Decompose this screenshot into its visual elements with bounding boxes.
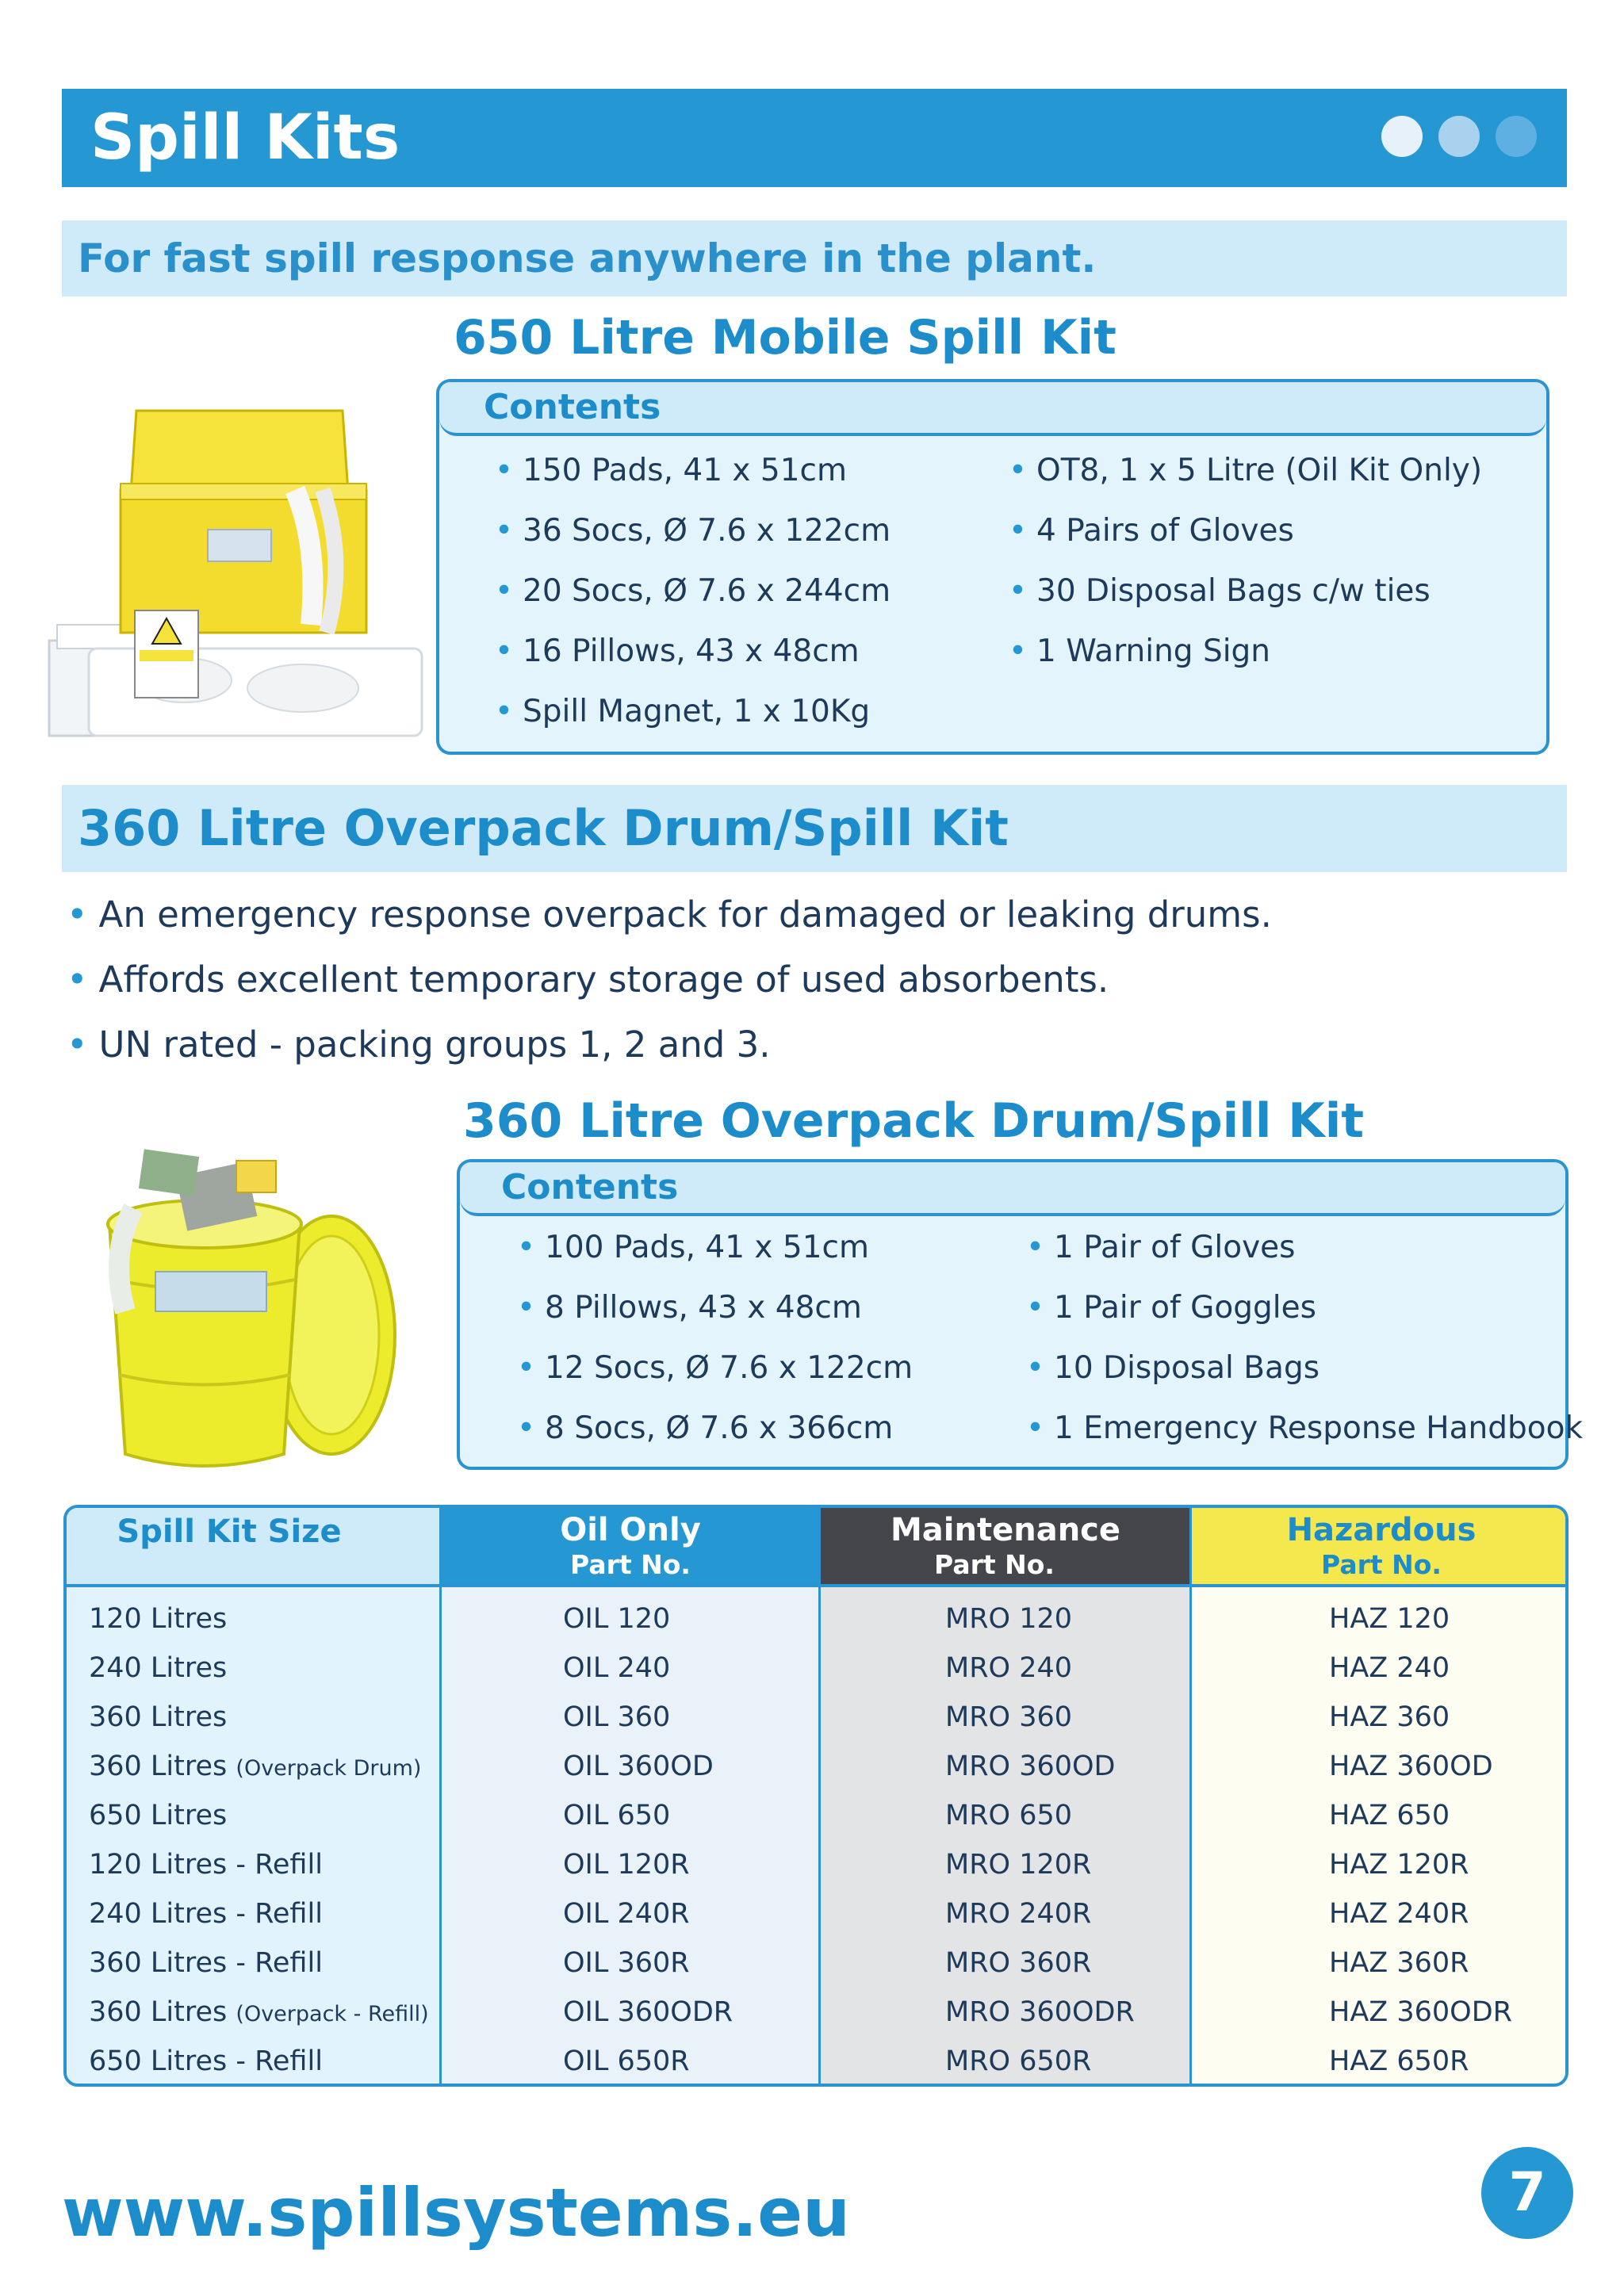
contents-label: Contents <box>484 387 661 427</box>
cell-oil <box>563 1946 690 1980</box>
th-oil: Oil Only <box>560 1512 701 1548</box>
cell-size-text: 360 Litres <box>89 1751 228 1782</box>
cell-oil-text: OIL 360ODR <box>563 1996 733 2028</box>
decor-dot-1 <box>1381 116 1423 157</box>
cell-haz-text: HAZ 240 <box>1329 1652 1450 1684</box>
cell-size-text: 120 Litres - Refill <box>89 1849 323 1881</box>
cell-mro-text: MRO 120R <box>945 1849 1092 1881</box>
kit650-item: • 1 Warning Sign <box>1009 633 1270 671</box>
cell-size <box>89 1700 227 1735</box>
contents-label: Contents <box>501 1167 679 1207</box>
cell-size-note: (Overpack Drum) <box>236 1756 422 1781</box>
cell-size <box>89 1651 227 1686</box>
cell-haz <box>1329 1700 1450 1735</box>
overpack-item: • 10 Disposal Bags <box>1026 1349 1320 1387</box>
tagline: For fast spill response anywhere in the plant. <box>78 235 1097 281</box>
cell-size-text: 650 Litres - Refill <box>89 2045 323 2077</box>
tagline-banner <box>62 220 1567 297</box>
cell-haz <box>1329 1749 1493 1784</box>
cell-size <box>89 1995 429 2032</box>
cell-size-text: 360 Litres - Refill <box>89 1947 323 1979</box>
contents-header <box>460 1162 1565 1216</box>
overpack-desc: • Affords excellent temporary storage of used absorbents. <box>67 958 1109 1002</box>
cell-oil <box>563 1896 690 1931</box>
cell-mro-text: MRO 360 <box>945 1701 1072 1733</box>
cell-oil <box>563 1700 670 1735</box>
cell-size <box>89 1749 421 1786</box>
cell-haz <box>1329 1946 1469 1980</box>
decor-dot-3 <box>1496 116 1537 157</box>
overpack-banner <box>62 785 1567 872</box>
cell-mro-text: MRO 240R <box>945 1898 1092 1930</box>
cell-oil <box>563 2044 690 2079</box>
cell-haz-text: HAZ 240R <box>1329 1898 1469 1930</box>
cell-mro <box>945 1651 1072 1686</box>
part-number-table <box>63 1505 1568 2087</box>
overpack-item: • 1 Pair of Goggles <box>1026 1289 1316 1327</box>
cell-mro <box>945 1847 1091 1882</box>
cell-oil-text: OIL 360R <box>563 1947 690 1979</box>
cell-mro <box>945 1749 1116 1784</box>
th-hazardous: Hazardous <box>1286 1512 1477 1548</box>
cell-haz <box>1329 1601 1450 1636</box>
cell-haz-text: HAZ 360ODR <box>1329 1996 1512 2028</box>
overpack-item: • 12 Socs, Ø 7.6 x 122cm <box>517 1349 913 1387</box>
cell-mro <box>945 1798 1072 1833</box>
cell-mro <box>945 1946 1091 1980</box>
overpack-item: • 1 Emergency Response Handbook <box>1026 1410 1583 1448</box>
cell-oil-text: OIL 120R <box>563 1849 690 1881</box>
page-title: Spill Kits <box>90 102 400 174</box>
cell-mro <box>945 1896 1091 1931</box>
kit650-item: • 36 Socs, Ø 7.6 x 122cm <box>495 512 891 550</box>
th-mro-part: Part No. <box>934 1549 1055 1580</box>
mobile-spill-kit-image <box>41 387 430 752</box>
th-haz-part: Part No. <box>1321 1549 1442 1580</box>
header-bar <box>62 89 1567 187</box>
overpack-drum-image <box>62 1137 416 1478</box>
cell-haz-text: HAZ 120R <box>1329 1849 1469 1881</box>
cell-mro-text: MRO 240 <box>945 1652 1072 1684</box>
overpack-desc: • UN rated - packing groups 1, 2 and 3. <box>67 1023 771 1067</box>
overpack-item: • 100 Pads, 41 x 51cm <box>517 1229 869 1267</box>
cell-mro-text: MRO 650 <box>945 1800 1072 1831</box>
overpack-banner-title: 360 Litre Overpack Drum/Spill Kit <box>78 799 1009 857</box>
cell-size <box>89 2044 323 2079</box>
cell-haz-text: HAZ 360R <box>1329 1947 1469 1979</box>
cell-mro-text: MRO 120 <box>945 1603 1072 1635</box>
overpack-contents-box <box>457 1159 1584 1470</box>
col-divider <box>1189 1508 1192 2084</box>
cell-oil-text: OIL 240R <box>563 1898 690 1930</box>
page-number: 7 <box>1481 2147 1573 2239</box>
cell-size <box>89 1601 227 1636</box>
kit650-item: • 20 Socs, Ø 7.6 x 244cm <box>495 572 891 610</box>
cell-size-text: 240 Litres <box>89 1652 228 1684</box>
cell-mro-text: MRO 360R <box>945 1947 1092 1979</box>
cell-size <box>89 1798 227 1833</box>
kit650-contents-box <box>436 379 1549 755</box>
cell-oil <box>563 1995 733 2030</box>
cell-haz-text: HAZ 360OD <box>1329 1751 1493 1782</box>
cell-mro <box>945 1995 1135 2030</box>
cell-haz-text: HAZ 120 <box>1329 1603 1450 1635</box>
cell-haz <box>1329 1995 1512 2030</box>
kit650-item: • 4 Pairs of Gloves <box>1009 512 1294 550</box>
header-divider <box>67 1584 1565 1587</box>
cell-size <box>89 1946 323 1980</box>
cell-haz-text: HAZ 360 <box>1329 1701 1450 1733</box>
decor-dot-2 <box>1438 116 1480 157</box>
kit650-item: • Spill Magnet, 1 x 10Kg <box>495 693 870 731</box>
cell-oil-text: OIL 360OD <box>563 1751 714 1782</box>
cell-oil-text: OIL 650R <box>563 2045 690 2077</box>
th-size: Spill Kit Size <box>117 1513 342 1550</box>
kit650-title: 650 Litre Mobile Spill Kit <box>454 310 1116 365</box>
cell-oil-text: OIL 360 <box>563 1701 671 1733</box>
cell-oil <box>563 1749 714 1784</box>
cell-size-text: 360 Litres <box>89 1701 228 1733</box>
cell-haz <box>1329 1896 1469 1931</box>
cell-size-text: 120 Litres <box>89 1603 228 1635</box>
cell-size-text: 650 Litres <box>89 1800 228 1831</box>
cell-mro <box>945 1700 1072 1735</box>
contents-header <box>439 382 1546 436</box>
th-oil-part: Part No. <box>570 1549 691 1580</box>
cell-oil-text: OIL 240 <box>563 1652 671 1684</box>
cell-oil <box>563 1601 670 1636</box>
kit650-item: • OT8, 1 x 5 Litre (Oil Kit Only) <box>1009 452 1482 490</box>
col-divider <box>818 1508 821 2084</box>
overpack-item: • 1 Pair of Gloves <box>1026 1229 1295 1267</box>
cell-mro-text: MRO 360OD <box>945 1751 1116 1782</box>
cell-oil-text: OIL 120 <box>563 1603 671 1635</box>
cell-size <box>89 1896 323 1931</box>
cell-oil <box>563 1651 670 1686</box>
website-url[interactable]: www.spillsystems.eu <box>62 2174 850 2252</box>
cell-oil <box>563 1798 670 1833</box>
cell-mro <box>945 2044 1091 2079</box>
th-maintenance: Maintenance <box>890 1512 1121 1548</box>
cell-size <box>89 1847 323 1882</box>
overpack-title: 360 Litre Overpack Drum/Spill Kit <box>463 1093 1365 1149</box>
cell-size-note: (Overpack - Refill) <box>236 2002 429 2026</box>
cell-haz <box>1329 1798 1450 1833</box>
overpack-item: • 8 Pillows, 43 x 48cm <box>517 1289 862 1327</box>
cell-mro <box>945 1601 1072 1636</box>
overpack-desc: • An emergency response overpack for damaged or leaking drums. <box>67 893 1272 937</box>
cell-haz-text: HAZ 650 <box>1329 1800 1450 1831</box>
cell-haz <box>1329 1847 1469 1882</box>
cell-size-text: 240 Litres - Refill <box>89 1898 323 1930</box>
kit650-item: • 30 Disposal Bags c/w ties <box>1009 572 1431 610</box>
cell-haz <box>1329 2044 1469 2079</box>
overpack-item: • 8 Socs, Ø 7.6 x 366cm <box>517 1410 893 1448</box>
cell-oil <box>563 1847 690 1882</box>
cell-haz-text: HAZ 650R <box>1329 2045 1469 2077</box>
cell-oil-text: OIL 650 <box>563 1800 671 1831</box>
kit650-item: • 150 Pads, 41 x 51cm <box>495 452 847 490</box>
cell-size-text: 360 Litres <box>89 1996 228 2028</box>
col-divider <box>439 1508 442 2084</box>
kit650-item: • 16 Pillows, 43 x 48cm <box>495 633 860 671</box>
cell-haz <box>1329 1651 1450 1686</box>
cell-mro-text: MRO 650R <box>945 2045 1092 2077</box>
cell-mro-text: MRO 360ODR <box>945 1996 1135 2028</box>
